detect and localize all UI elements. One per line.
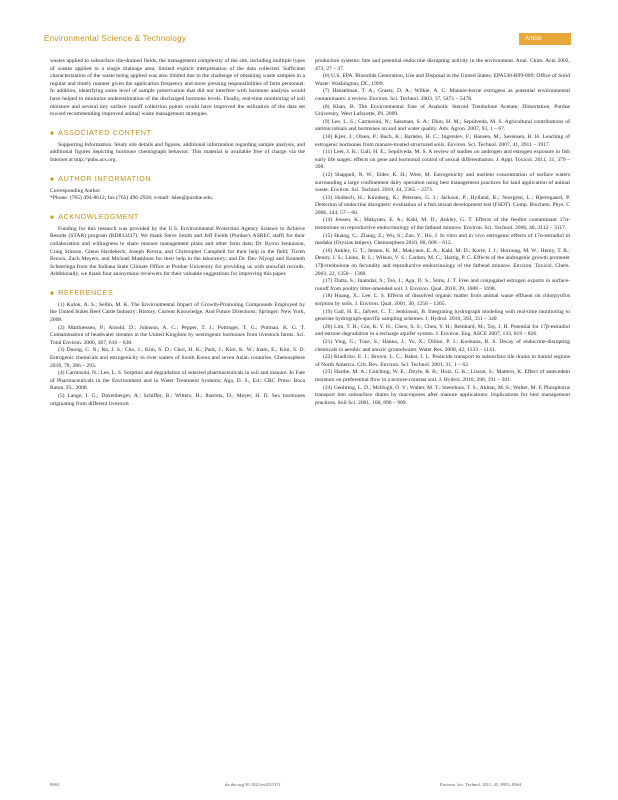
section-square-icon: ■: [50, 130, 55, 137]
reference-item: (15) Huang, C.; Zhang, Z.; Wu, S.; Zao, Y.; Hu, J. In vitro and in vivo estrogenic effects of 17α-estradiol in medaka (Oryzias latipes). Chemosphere 2010, 80, 608 – 612.: [315, 232, 570, 247]
reference-item: (23) Hardie, M. A.; Cotching, W. E.; Doyle, R. B.; Holz, G. K.; Lisson, S.; Mattern, K. Effect of antecedent moisture on preferential flow in a texture-contrast soil. J. Hydrol. 2010, 398, 191 – 201.: [315, 369, 570, 383]
reference-item: (19) Gall, H. E.; Jafvert, C. T.; Jenkinson, B. Integrating hydrograph modeling with real-time monitoring to generate hydrograph-specific sampling schemes. J. Hydrol. 2010, 393, 331 – 340.: [315, 308, 570, 323]
reference-item: (5) Lange, I. G.; Daxenberger, A.; Schiffer, B.; Witters, H.; Ibarreta, D.; Meyer, H. D. Sex hormones originating from different livestock: [50, 393, 305, 407]
reference-item: (17) Dutta, S.; Inamdar, S.; Tso, J.; Aga, D. S.; Sims, J. T. Free and conjugated estrogen exports in surface-runoff from poultry litter-amended soil. J. Environ. Qual. 2010, 39, 1688 – 1698.: [315, 278, 570, 292]
section-title-text: ASSOCIATED CONTENT: [58, 127, 152, 137]
reference-item: (12) Shappell, N. W.; Elder, K. H.; West, M. Estrogenicity and nutrient concentration of surface waters surrounding a large confinement dairy operation using best management practices for land application of animal waste. Environ. Sci. Technol. 2010, 44, 2365 – 2371.: [315, 171, 570, 194]
reference-item: (24) Geohring, L. D.; McHugh, O. V.; Walter, M. T.; Steenhuis, T. S.; Akhtar, M. S.; Walter, M. F. Phosphorus transport into subsurface drains by macropores after manure applications: implications for best management practices. Soil Sci. 2001, 166, 896 – 909.: [315, 384, 570, 406]
page-footer: [50, 782, 570, 792]
reference-item: (8) Khan, B. The Environmental Fate of Anabolic Steroid Trenbolone Acetate; Dissertation, Purdue University, West Lafayette, IN, 2009.: [315, 103, 570, 118]
intro-paragraph: wastes applied to subsurface tile-drained fields, the management complexity of the site, including multiple types of wastes applied to a single drainage area, limited explicit interpretation of the data collected. Sufficient characterization of the waste being applied was also limited due to the challenge of obtaining waste samples in a regular and timely manner given the application frequency and more pressing responsibilities of farm personnel. In addition, identifying some level of sample preservation that did not interfere with hormone analysis would have helped to minimize underestimation of the discharged hormone levels. Finally, real-time monitoring of soil moisture and several key surface runoff collection points would have improved the utilization of the data set toward recommending improved animal waste management strategies.: [50, 58, 305, 118]
reference-item: (20) Lim, T. H.; Gin, K. Y. H.; Chew, S. S.; Chen, Y. H.; Reinhard, M.; Tay, J. H. Potential for 17β-estradiol and estrone degradation in a recharge aquifer system. J. Environ. Eng. ASCE 2007, 133, 819 – 826.: [315, 323, 570, 338]
reference-item: production systems: fate and potential endocrine disrupting activity in the environment. Anal. Chim. Acta 2002, 473, 27 – 37.: [315, 58, 570, 72]
section-title-text: REFERENCES: [58, 287, 114, 297]
journal-name: Environmental Science & Technology: [44, 34, 187, 43]
reference-item: (13) Holbech, H.; Kinnberg, K.; Petersen, G. I.; Jackson, P.; Hylland, K.; Norrgren, L.; Bjerregaard, P. Detection of endocrine disrupters: evaluation of a fish sexual development test (FSDT). Comp. Biochem. Phys. C 2006, 144, 57 – 66.: [315, 194, 570, 216]
reference-item: (11) Leet, J. K.; Gall, H. E.; Sepúlveda, M. S. A review of studies on androgen and estrogen exposure in fish early life stages: effects on gene and hormonal control of sexual differentiation. J. Appl. Toxicol. 2011, 31, 379 – 398.: [315, 149, 570, 171]
section-square-icon: ■: [50, 214, 55, 221]
reference-item: (21) Ying, G.; Toze, S.; Hanna, J.; Yu, X.; Dillon, P. J.; Kookana, R. S. Decay of endocrine-disrupting chemicals in aerobic and anoxic groundwater. Water Res. 2008, 42, 1133 – 1141.: [315, 338, 570, 353]
section-title: [50, 212, 305, 221]
reference-item: (2) Matthiessen, P.; Arnold, D.; Johnson, A. C.; Pepper, T. J.; Pottinger, T. G.; Pulman, K. G. T. Contamination of headwater streams in the United Kingdom by oestrogenic hormones from livestock farms. Sci. Total Environ. 2006, 367, 616 – 630.: [50, 324, 305, 346]
acknowledgment-section: [50, 212, 305, 279]
section-square-icon: ■: [50, 290, 55, 297]
supporting-information-text[interactable]: Supporting Information. Study site details and figures, additional information regarding sample analysis, and additional figures depicting hormone chemograph behavior. This material is available free of charge via the Internet at http://pubs.acs.org.: [50, 141, 305, 163]
references-section: [50, 288, 305, 408]
right-column: [315, 58, 570, 407]
section-title: [50, 174, 305, 183]
citation: Environ. Sci. Technol. 2011, 45, 8955–8964: [440, 782, 522, 787]
reference-item: (18) Huang, X.; Lee, L. S. Effects of dissolved organic matter from animal waste effluent on chlorpyrifos sorption by soils. J. Environ. Qual. 2001, 30, 1258 – 1265.: [315, 293, 570, 307]
reference-item: (16) Ankley, G. T.; Jensen, K. M.; Makynen, E. A.; Kahl, M. D.; Korte, J. J.; Hornung, M. W.; Henry, T. R.; Denny, J. S.; Leino, R. L.; Wilson, V. S.; Cardon, M. C.; Hartig, P. C. Effects of the androgenic growth promoter 17β-trenbolone on fecundity and reproductive endocrinology of the fathead minnow. Environ. Toxicol. Chem. 2003, 22, 1350 – 1360.: [315, 247, 570, 277]
article-type-badge: Article: [519, 33, 571, 45]
section-title: [50, 288, 305, 297]
reference-item: (14) Jensen, K.; Makynen, E. A.; Kahl, M. D.; Ankley, G. T. Effects of the feedlot contaminant 17α-trenbolone on reproductive endocrinology of the fathead minnow. Environ. Sci. Technol. 2006, 40, 3112 – 3117.: [315, 217, 570, 232]
section-square-icon: ■: [50, 176, 55, 183]
acknowledgment-text: Funding for this research was provided by the U.S. Environmental Protection Agency Science to Achieve Results (STAR) program (RD833417). We thank Steve Smith and Jeff Fields (Purdue's ASREC staff) for their collaboration and willingness to share manure management plans and other farm data; Dr. Byron Jenkinson, Craig Stinson, Glenn Hardebeck, Joseph Rivera, and Christopher Campbell for their help in the field; Tizreh Brown, Zach Meyers, and Michael Mashbure for their help in the laboratory; and Dr. Dev Niyogi and Kenneth Scheeringa from the Indiana State Climate Office at Purdue University for providing us with snowfall records. Additionally, we thank four anonymous reviewers for their valuable suggestions for improving this paper.: [50, 225, 305, 278]
reference-item: (4) Carmosini, N.; Lee, L. S. Sorption and degradation of selected pharmaceuticals in soil and manure. In Fate of Pharmaceuticals in the Environment and in Water Treatment Systems; Aga, D. S., Ed.; CRC Press: Boca Raton, FL, 2008.: [50, 370, 305, 392]
reference-item: (9) Lee, L. S.; Carmosini, N.; Sassman, S. A.; Dion, H. M.; Sepúlveda, M. S. Agricultural contributions of antimicrobials and hormones on soil and water quality. Adv. Agron. 2007, 93, 1 – 67.: [315, 118, 570, 133]
author-information-section: [50, 174, 305, 203]
corresponding-author-label: Corresponding Author: [50, 187, 101, 194]
left-column: [50, 58, 305, 408]
page-header: [0, 0, 618, 48]
associated-content-section: [50, 128, 305, 165]
reference-item: (6) U.S. EPA. Biosolids Generation, Use and Disposal in the United States; EPA530-R99-009; Office of Solid Waste: Washington, DC, 1999.: [315, 73, 570, 87]
reference-item: (22) Kladivko, E. J.; Brown, L. C.; Baker, J. L. Pesticide transport to subsurface tile drains in humid regions of North America. Crit. Rev. Environ. Sci. Technol. 2001, 31, 1 – 62.: [315, 354, 570, 368]
author-contact[interactable]: *Phone: (765) 494-8612; fax (765) 496-2926; e-mail: lslee@purdue.edu.: [50, 195, 214, 202]
doi-link[interactable]: dx.doi.org/10.1021/es201137f: [225, 782, 281, 787]
section-title-text: AUTHOR INFORMATION: [58, 173, 152, 183]
reference-item: (10) Kjær, J.; Olsen, P.; Bach, K.; Barlebo, H. C.; Ingerslev, F.; Hansen, M.; Sørensen, B. H. Leaching of estrogenic hormones from manure-treated structured soils. Environ. Sci. Technol. 2007, 41, 3911 – 3917.: [315, 133, 570, 148]
section-title-text: ACKNOWLEDGMENT: [58, 211, 139, 221]
section-title: [50, 128, 305, 137]
page-number: 8963: [50, 782, 60, 787]
reference-item: (1) Kolok, A. S.; Sellin, M. K. The Environmental Impact of Growth-Promoting Compounds Employed by the United States Beef Cattle Industry: History, Current Knowledge, And Future Directions; Springer: New York, 2008.: [50, 301, 305, 324]
reference-item: (7) Hanselman, T. A.; Graetz, D. A.; Wilkie, A. C. Manure-borne estrogens as potential environmental contaminants: a review. Environ. Sci. Technol. 2003, 37, 5471 – 5478.: [315, 88, 570, 102]
reference-item: (3) Duong, C. N.; Ra, J. S.; Cho, J.; Kim, S. D.; Choi, H. K.; Park, J.; Kim, K. W.; Inam, E.; Kim, S. D. Estrogenic chemicals and estrogenicity in river waters of South Korea and seven Asian countries. Chemosphere 2010, 78, 286 – 293.: [50, 347, 305, 369]
